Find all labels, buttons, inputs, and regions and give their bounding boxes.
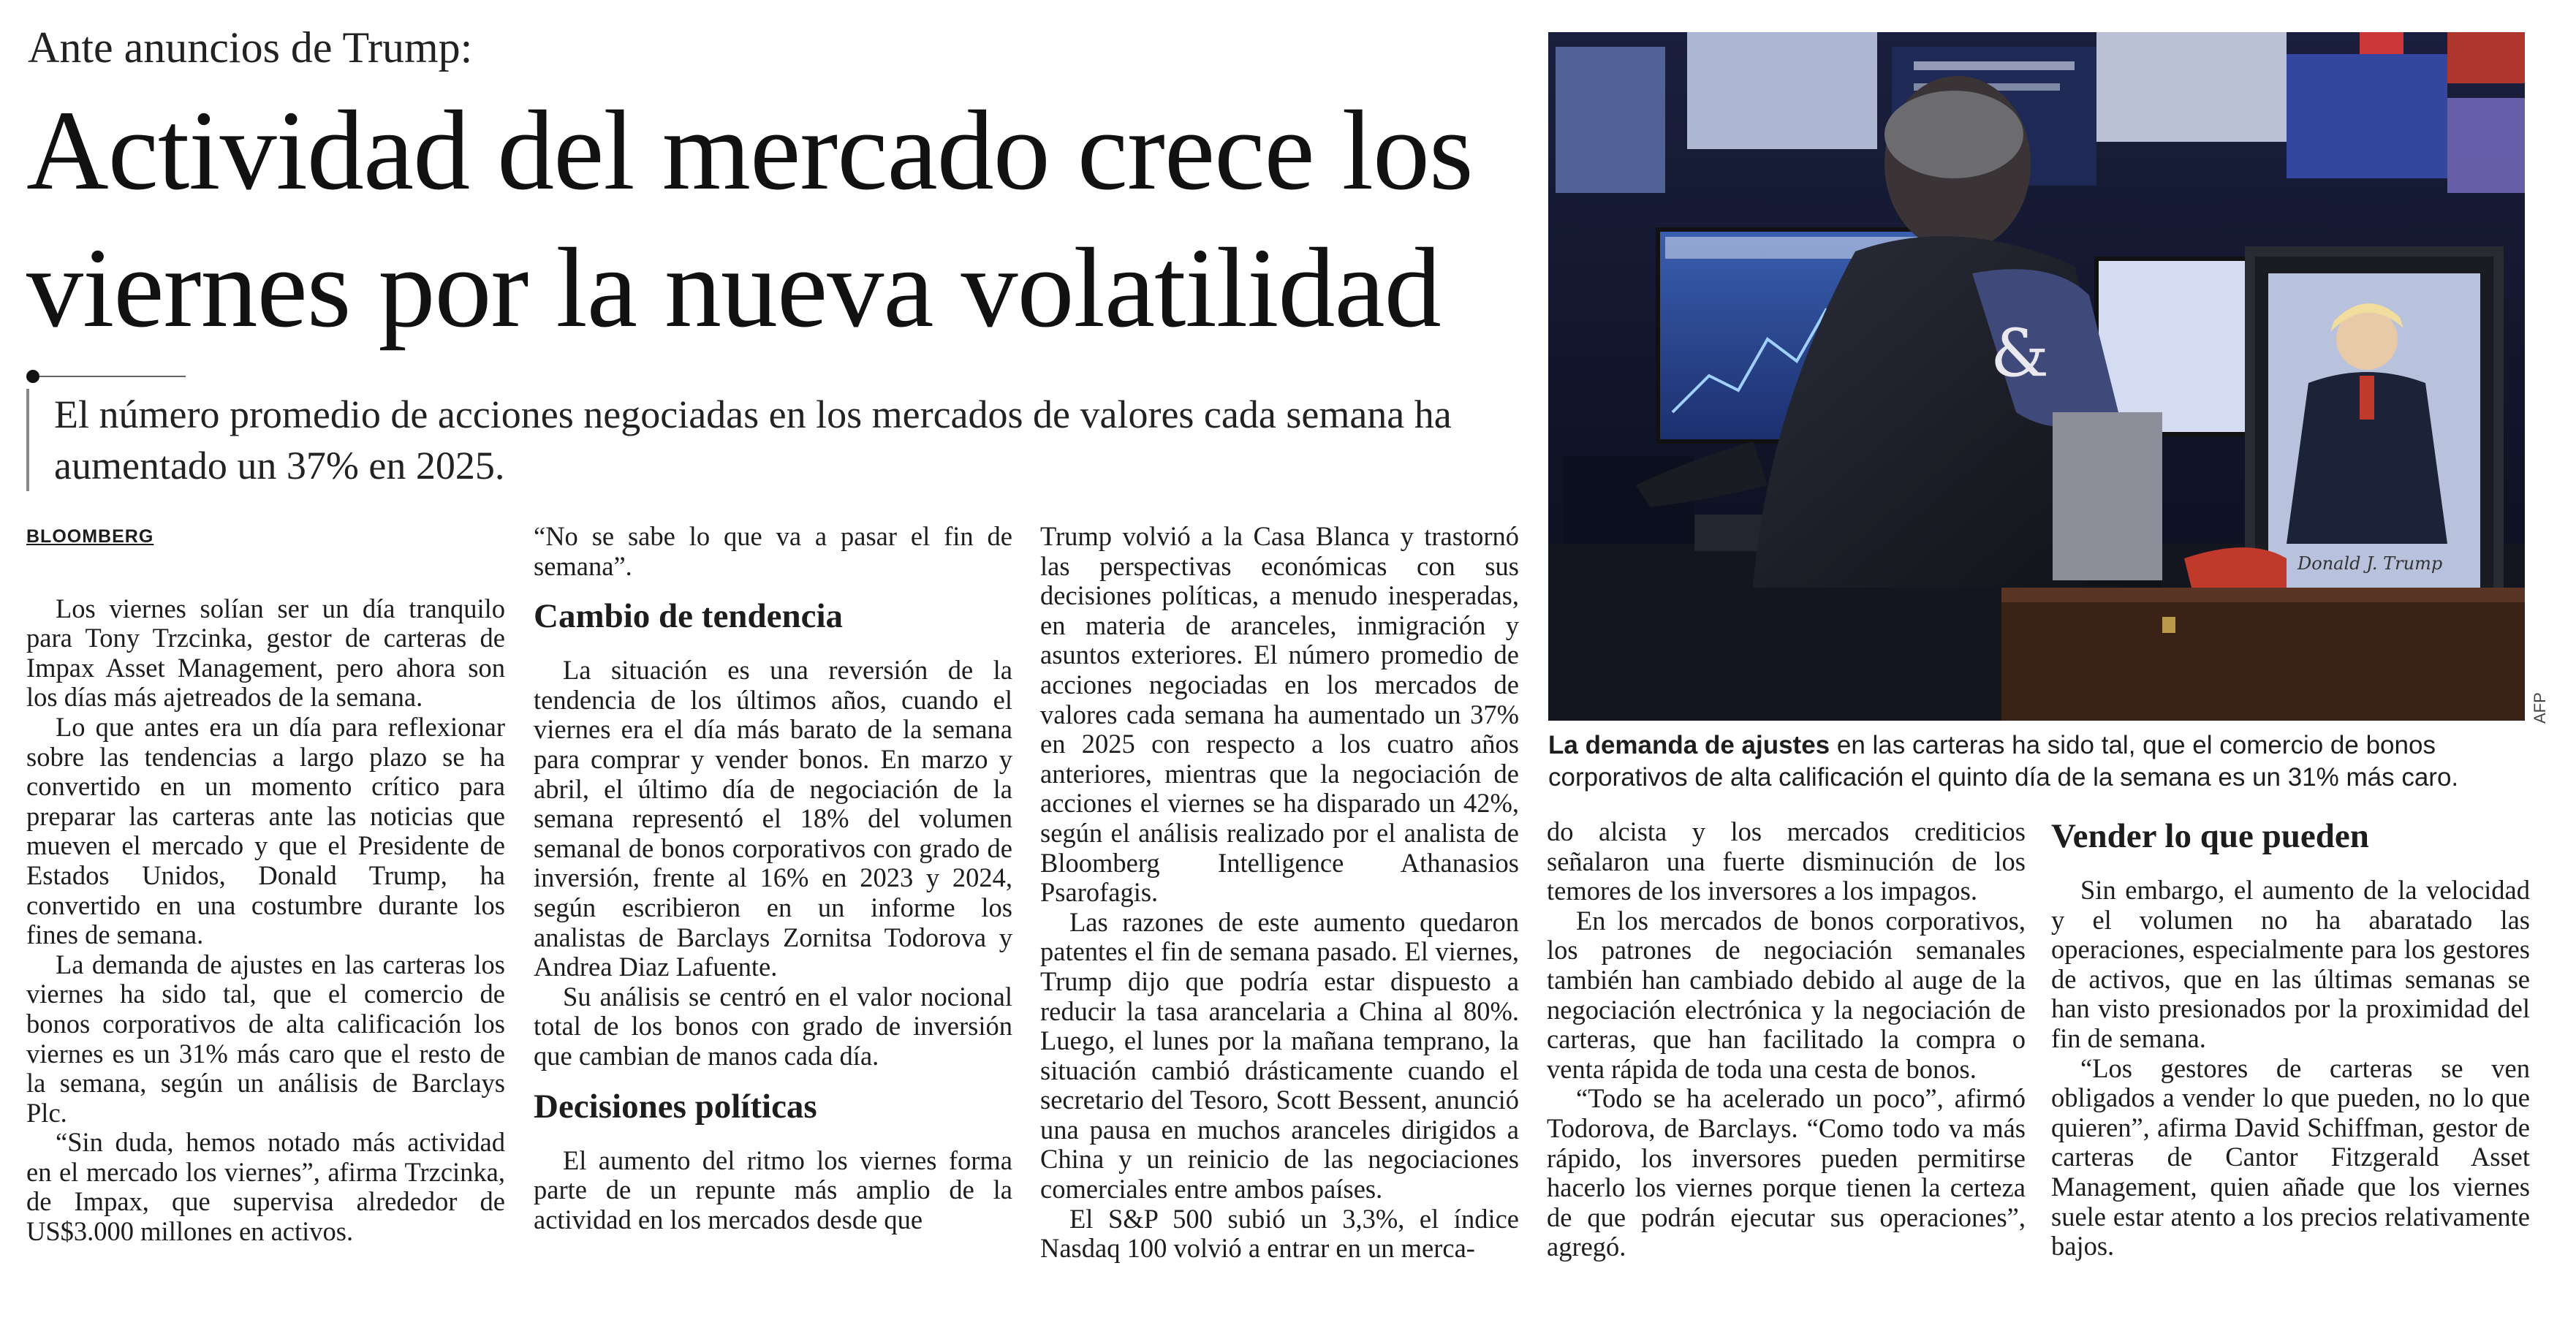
photo-credit: AFP [2531, 692, 2549, 724]
rule-line [39, 376, 186, 377]
jacket-logo: & [1990, 315, 2050, 392]
paragraph: Trump volvió a la Casa Blanca y trastornó las perspectivas económicas con sus decisiones políticas, a menudo inesperadas, en materia de aranceles, inmigración y asuntos exteriores. El número promedio de acciones negociadas en los mercados de valores cada semana ha aumentado un 37% en 2025 con respecto a los cuatro años anteriores, mientras que la negociación de acciones el viernes se ha disparado un 42%, según el análisis realizado por el analista de Bloomberg Intelligence Athanasios Psarofagis. [1040, 521, 1519, 908]
paragraph: “Todo se ha acelerado un poco”, afirmó Todorova, de Barclays. “Como todo va más rápido, los inversores pueden permitirse hacerlo los viernes porque tienen la certeza de que podrán ejecutar sus operaciones”, agregó. [1547, 1083, 2026, 1262]
photo-caption [1548, 729, 2528, 794]
lead-bar [26, 389, 29, 491]
caption-text: en las carteras ha sido tal, que el comercio de bonos corporativos de alta calificación el quinto día de la semana es un 31% más caro. [1548, 731, 2459, 792]
subheading-vender-lo-que-pueden: Vender lo que pueden [2051, 817, 2369, 855]
paragraph: En los mercados de bonos corporativos, los patrones de negociación semanales también han cambiado debido al auge de la negociación electrónica y la negociación de carteras, que han facilitado la compra o venta rápida de toda una cesta de bonos. [1547, 905, 2026, 1084]
column-5 [2051, 817, 2530, 1262]
paragraph: “Los gestores de carteras se ven obligados a vender lo que pueden, no lo que quieren”, afirma David Schiffman, gestor de carteras de Cantor Fitzgerald Asset Management, quien añade que los viernes suele estar atento a los precios relativamente bajos. [2051, 1052, 2530, 1262]
paragraph: Sin embargo, el aumento de la velocidad y el volumen no ha abaratado las operaciones, especialmente para los gestores de activos, que en las últimas semanas se han visto presionados por la proximidad del fin de semana. [2051, 875, 2530, 1053]
subheading-decisiones-politicas: Decisiones políticas [534, 1087, 817, 1126]
column-1 [26, 522, 505, 1247]
paragraph: Lo que antes era un día para reflexionar sobre las tendencias a largo plazo se ha convertido en un momento crítico para preparar las carteras ante las noticias que mueven el mercado y que el Presidente de Estados Unidos, Donald Trump, ha convertido en una costumbre durante los fines de semana. [26, 711, 505, 950]
trading-floor-illustration [1548, 32, 2525, 721]
column-2 [534, 522, 1012, 1234]
byline: BLOOMBERG [26, 526, 154, 547]
caption-bold: La demanda de ajustes [1548, 731, 1830, 759]
paragraph: “Sin duda, hemos notado más actividad en el mercado los viernes”, afirma Trzcinka, de Impax, que supervisa alrededor de US$3.000 millones en activos. [26, 1127, 505, 1247]
paragraph: La situación es una reversión de la tendencia de los últimos años, cuando el viernes era el día más barato de la semana para comprar y vender bonos. En marzo y abril, el último día de negociación de la semana representó el 18% del volumen semanal de bonos corporativos con grado de inversión, frente al 16% en 2023 y 2024, según escribieron en un informe los analistas de Barclays Zornitsa Todorova y Andrea Diaz Lafuente. [534, 655, 1012, 982]
rule-dot [26, 370, 39, 383]
column-4 [1547, 817, 2026, 1262]
paragraph: Los viernes solían ser un día tranquilo para Tony Trzcinka, gestor de carteras de Impax Asset Management, pero ahora son los días más ajetreados de la semana. [26, 593, 505, 713]
paragraph: El S&P 500 subió un 3,3%, el índice Nasdaq 100 volvió a entrar en un merca- [1040, 1203, 1519, 1264]
portrait-signature: Donald J. Trump [2297, 553, 2443, 574]
column-3 [1040, 522, 1519, 1264]
paragraph: do alcista y los mercados crediticios señalaron una fuerte disminución de los temores de los inversores a los impagos. [1547, 816, 2026, 906]
kicker: Ante anuncios de Trump: [28, 23, 473, 72]
headline: Actividad del mercado crece los viernes por la nueva volatilidad [26, 87, 1473, 351]
news-photo [1548, 32, 2525, 721]
paragraph: Las razones de este aumento quedaron patentes el fin de semana pasado. El viernes, Trump dijo que podría estar dispuesto a reducir la tasa arancelaria a China al 80%. Luego, el lunes por la mañana temprano, la situación cambió drásticamente cuando el secretario del Tesoro, Scott Bessent, anunció una pausa en muchos aranceles dirigidos a China y un reinicio de las negociaciones comerciales entre ambos países. [1040, 906, 1519, 1205]
paragraph: El aumento del ritmo los viernes forma parte de un repunte más amplio de la actividad en los mercados desde que [534, 1145, 1012, 1234]
lead-paragraph: El número promedio de acciones negociadas en los mercados de valores cada semana ha aumentado un 37% en 2025. [54, 392, 1452, 488]
paragraph: Su análisis se centró en el valor nocional total de los bonos con grado de inversión que cambian de manos cada día. [534, 981, 1012, 1071]
paragraph: La demanda de ajustes en las carteras los viernes ha sido tal, que el comercio de bonos corporativos de alta calificación los viernes es un 31% más caro que el resto de la semana, según un análisis de Barclays Plc. [26, 949, 505, 1128]
paragraph: “No se sabe lo que va a pasar el fin de semana”. [534, 521, 1012, 581]
subheading-cambio-de-tendencia: Cambio de tendencia [534, 597, 843, 636]
